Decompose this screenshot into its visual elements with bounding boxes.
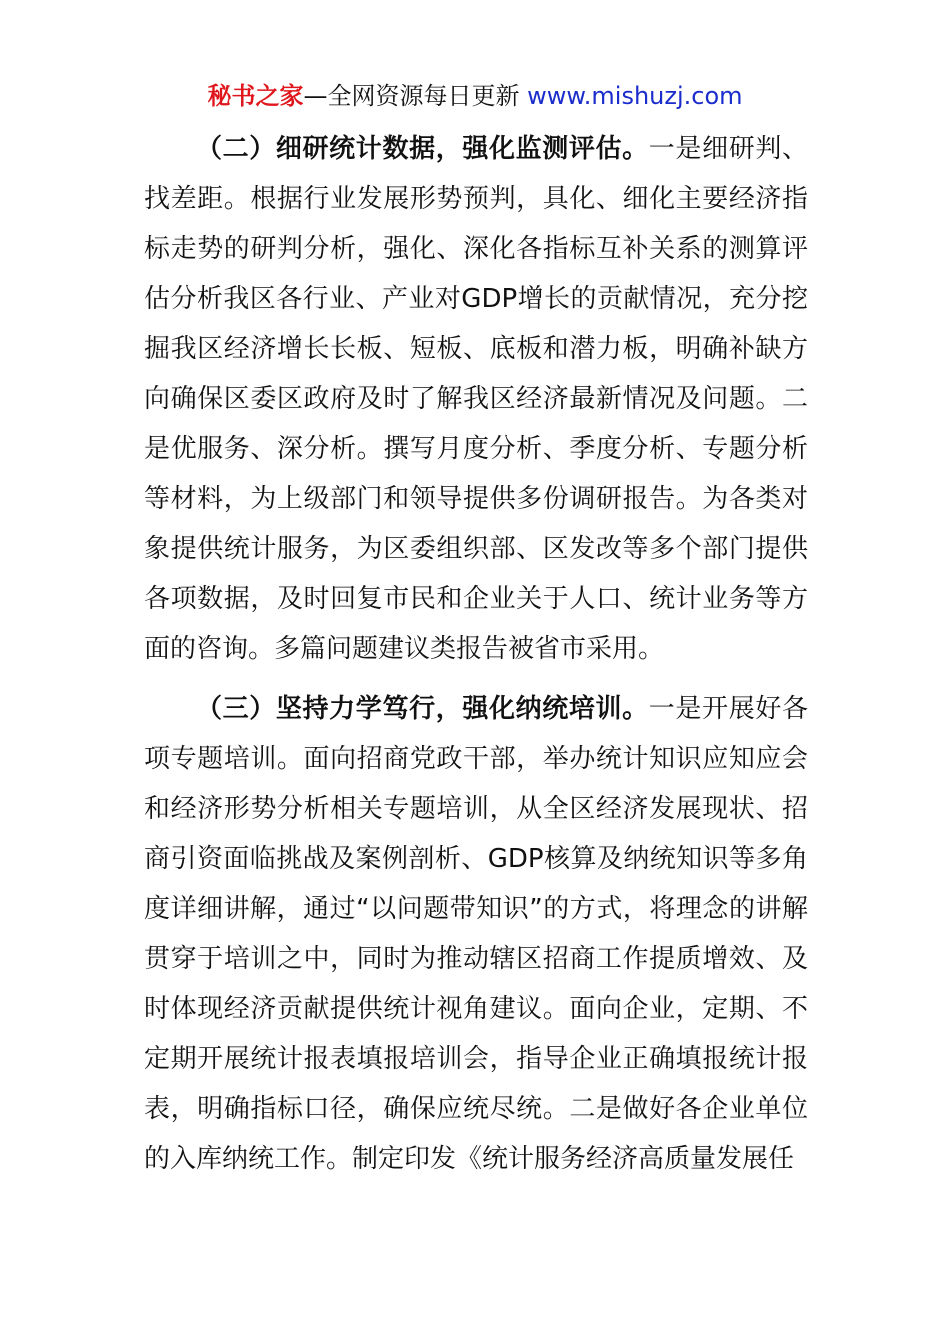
header-tagline: —全网资源每日更新 [303, 82, 520, 110]
paragraph-section-2 [144, 124, 808, 674]
section-3-heading: （三）坚持力学笃行，强化纳统培训。 [196, 694, 649, 724]
paragraph-section-3 [144, 684, 808, 1184]
section-2-text: 一是细研判、找差距。根据行业发展形势预判，具化、细化主要经济指标走势的研判分析，强化、深化各指标互补关系的测算评估分析我区各行业、产业对GDP增长的贡献情况，充分挖掘我区经济增长长板、短板、底板和潜力板，明确补缺方向确保区委区政府及时了解我区经济最新情况及问题。二是优服务、深分析。撰写月度分析、季度分析、专题分析等材料，为上级部门和领导提供多份调研报告。为各类对象提供统计服务，为区委组织部、区发改等多个部门提供各项数据，及时回复市民和企业关于人口、统计业务等方面的咨询。多篇问题建议类报告被省市采用。 [144, 134, 808, 664]
document-body [144, 124, 808, 1184]
website-link[interactable]: www.mishuzj.com [527, 82, 743, 110]
brand-name: 秘书之家 [207, 82, 304, 110]
section-2-heading: （二）细研统计数据，强化监测评估。 [196, 134, 649, 164]
section-3-text: 一是开展好各项专题培训。面向招商党政干部，举办统计知识应知应会和经济形势分析相关专题培训，从全区经济发展现状、招商引资面临挑战及案例剖析、GDP核算及纳统知识等多角度详细讲解，通过“以问题带知识”的方式，将理念的讲解贯穿于培训之中，同时为推动辖区招商工作提质增效、及时体现经济贡献提供统计视角建议。面向企业，定期、不定期开展统计报表填报培训会，指导企业正确填报统计报表，明确指标口径，确保应统尽统。二是做好各企业单位的入库纳统工作。制定印发《统计服务经济高质量发展任 [144, 694, 808, 1174]
page-header [0, 78, 950, 114]
